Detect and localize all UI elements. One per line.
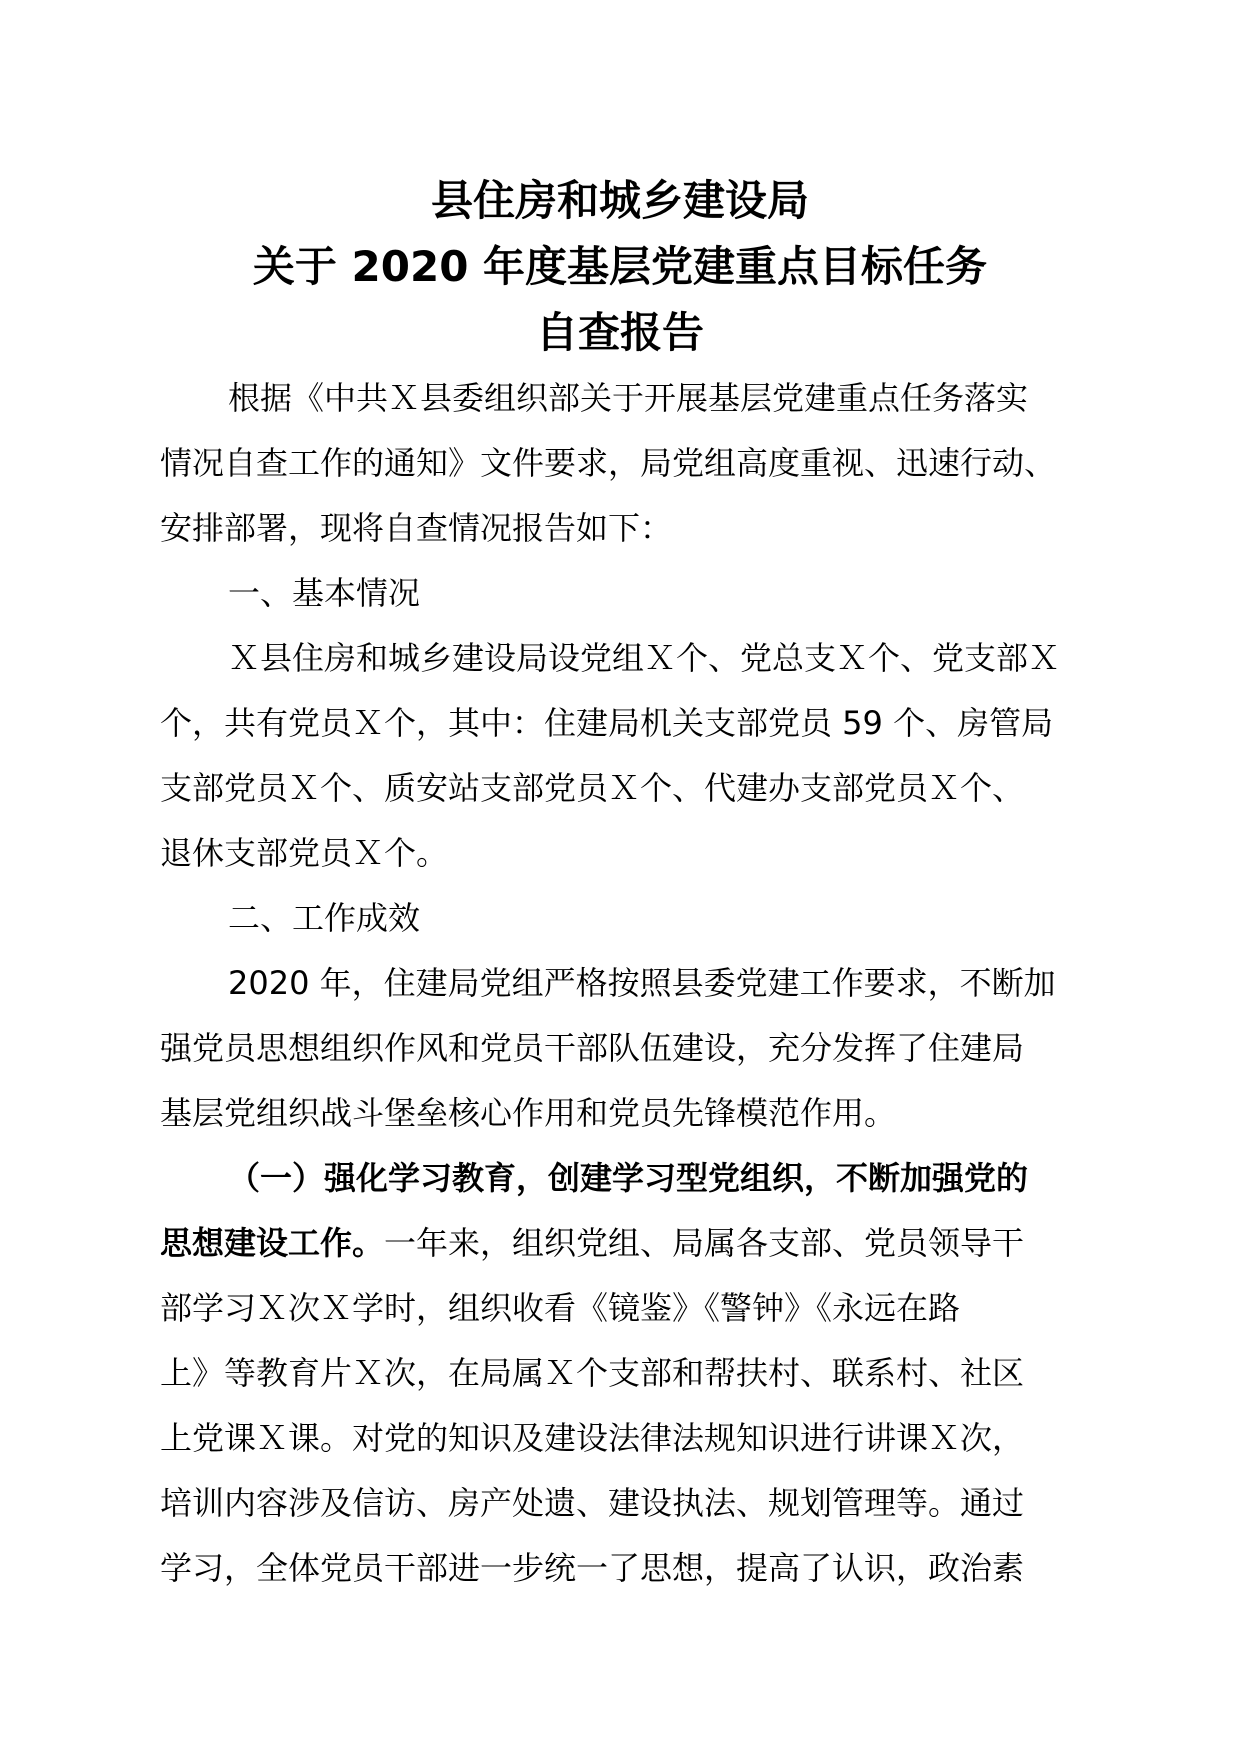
subsection-1-line-5: 培训内容涉及信访、房产处遗、建设执法、规划管理等。通过 [160, 1484, 1025, 1522]
basic-info-line-1: Ｘ县住房和城乡建设局设党组Ｘ个、党总支Ｘ个、党支部Ｘ [228, 639, 1061, 677]
subsection-1-text: 一年来，组织党组、局属各支部、党员领导干 [384, 1224, 1025, 1262]
section-heading-results: 二、工作成效 [228, 899, 421, 937]
basic-info-line-3: 支部党员Ｘ个、质安站支部党员Ｘ个、代建办支部党员Ｘ个、 [160, 769, 1025, 807]
subsection-heading-1-tail: 思想建设工作。 [160, 1224, 385, 1262]
results-line-3: 基层党组织战斗堡垒核心作用和党员先锋模范作用。 [160, 1094, 897, 1132]
results-line-1: 2020 年，住建局党组严格按照县委党建工作要求，不断加 [228, 964, 1056, 1002]
basic-info-line-2: 个，共有党员Ｘ个，其中：住建局机关支部党员 59 个、房管局 [160, 704, 1054, 742]
document-title [160, 168, 1080, 366]
intro-paragraph-line-3: 安排部署，现将自查情况报告如下： [160, 509, 673, 547]
subsection-1-line-3: 上》等教育片Ｘ次，在局属Ｘ个支部和帮扶村、联系村、社区 [160, 1354, 1025, 1392]
section-heading-basic-info: 一、基本情况 [228, 574, 421, 612]
results-line-2: 强党员思想组织作风和党员干部队伍建设，充分发挥了住建局 [160, 1029, 1025, 1067]
subsection-1-line-1 [160, 1211, 1080, 1276]
title-line-1: 县住房和城乡建设局 [430, 176, 809, 225]
subsection-1-line-6: 学习，全体党员干部进一步统一了思想，提高了认识，政治素 [160, 1549, 1025, 1587]
subsection-1-line-4: 上党课Ｘ课。对党的知识及建设法律法规知识进行讲课Ｘ次， [160, 1419, 1025, 1457]
intro-paragraph-line-1: 根据《中共Ｘ县委组织部关于开展基层党建重点任务落实 [228, 379, 1029, 417]
basic-info-line-4: 退休支部党员Ｘ个。 [160, 834, 449, 872]
subsection-1-line-2: 部学习Ｘ次Ｘ学时，组织收看《镜鉴》《警钟》《永远在路 [160, 1289, 961, 1327]
document-body [160, 366, 1080, 1601]
title-line-3: 自查报告 [535, 308, 704, 357]
intro-paragraph-line-2: 情况自查工作的通知》文件要求，局党组高度重视、迅速行动、 [160, 444, 1057, 482]
subsection-heading-1: （一）强化学习教育，创建学习型党组织，不断加强党的 [228, 1159, 1029, 1197]
title-line-2: 关于 2020 年度基层党建重点目标任务 [252, 242, 988, 291]
